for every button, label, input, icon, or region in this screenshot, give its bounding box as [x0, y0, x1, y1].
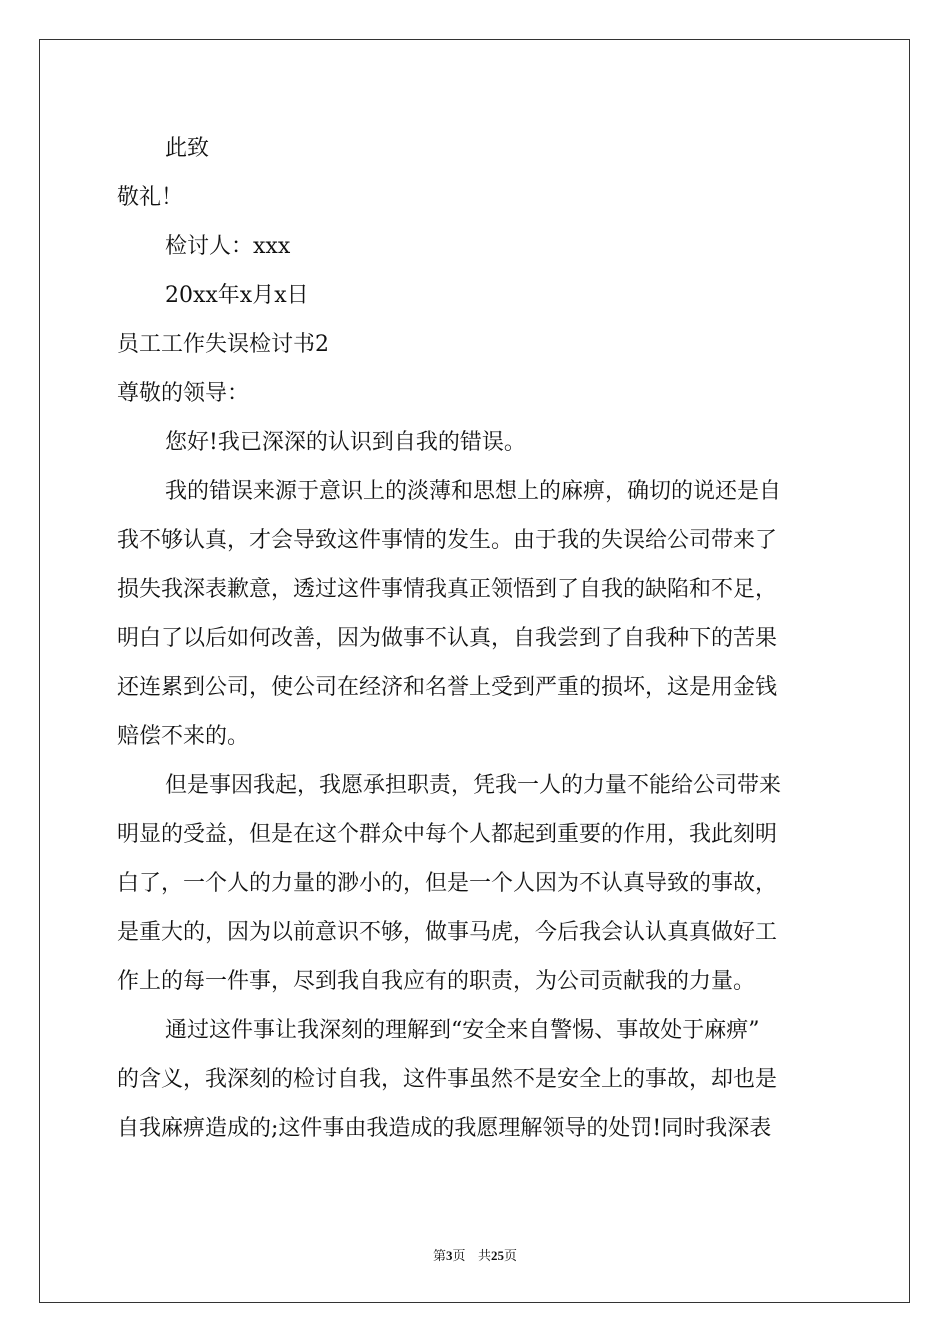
paragraph-4-line-3: 自我麻痹造成的;这件事由我造成的我愿理解领导的处罚!同时我深表 — [117, 1116, 772, 1141]
page-suffix: 页 — [452, 1249, 466, 1264]
paragraph-2-line-4: 明白了以后如何改善，因为做事不认真，自我尝到了自我种下的苦果 — [117, 626, 778, 651]
total-pages: 25 — [490, 1248, 504, 1263]
page-footer — [0, 1245, 950, 1264]
total-prefix: 共 — [477, 1249, 491, 1264]
paragraph-3-line-5: 作上的每一件事，尽到我自我应有的职责，为公司贡献我的力量。 — [117, 969, 756, 994]
document-title: 员工工作失误检讨书2 — [117, 332, 329, 357]
signer-line: 检讨人：xxx — [165, 234, 291, 259]
page-number: 3 — [446, 1248, 453, 1263]
closing-line-2: 敬礼！ — [117, 185, 184, 210]
page-prefix: 第 — [433, 1249, 447, 1264]
paragraph-3-line-4: 是重大的，因为以前意识不够，做事马虎，今后我会认认真真做好工 — [117, 920, 778, 945]
paragraph-4-line-2: 的含义，我深刻的检讨自我，这件事虽然不是安全上的事故，却也是 — [117, 1067, 778, 1092]
paragraph-1-line-1: 您好!我已深深的认识到自我的错误。 — [165, 430, 526, 455]
paragraph-2-line-2: 我不够认真，才会导致这件事情的发生。由于我的失误给公司带来了 — [117, 528, 778, 553]
salutation: 尊敬的领导： — [117, 381, 250, 406]
closing-line-1: 此致 — [165, 136, 210, 161]
paragraph-2-line-5: 还连累到公司，使公司在经济和名誉上受到严重的损坏，这是用金钱 — [117, 675, 778, 700]
paragraph-2-line-1: 我的错误来源于意识上的淡薄和思想上的麻痹，确切的说还是自 — [165, 479, 782, 504]
paragraph-2-line-6: 赔偿不来的。 — [117, 724, 250, 749]
paragraph-3-line-2: 明显的受益，但是在这个群众中每个人都起到重要的作用，我此刻明 — [117, 822, 778, 847]
paragraph-4-line-1: 通过这件事让我深刻的理解到“安全来自警惕、事故处于麻痹” — [165, 1018, 760, 1043]
document-body — [117, 124, 833, 1153]
date-line: 20xx年x月x日 — [165, 283, 309, 308]
paragraph-3-line-3: 白了，一个人的力量的渺小的，但是一个人因为不认真导致的事故， — [117, 871, 778, 896]
paragraph-3-line-1: 但是事因我起，我愿承担职责，凭我一人的力量不能给公司带来 — [165, 773, 782, 798]
paragraph-2-line-3: 损失我深表歉意，透过这件事情我真正领悟到了自我的缺陷和不足， — [117, 577, 778, 602]
total-suffix: 页 — [503, 1249, 517, 1264]
